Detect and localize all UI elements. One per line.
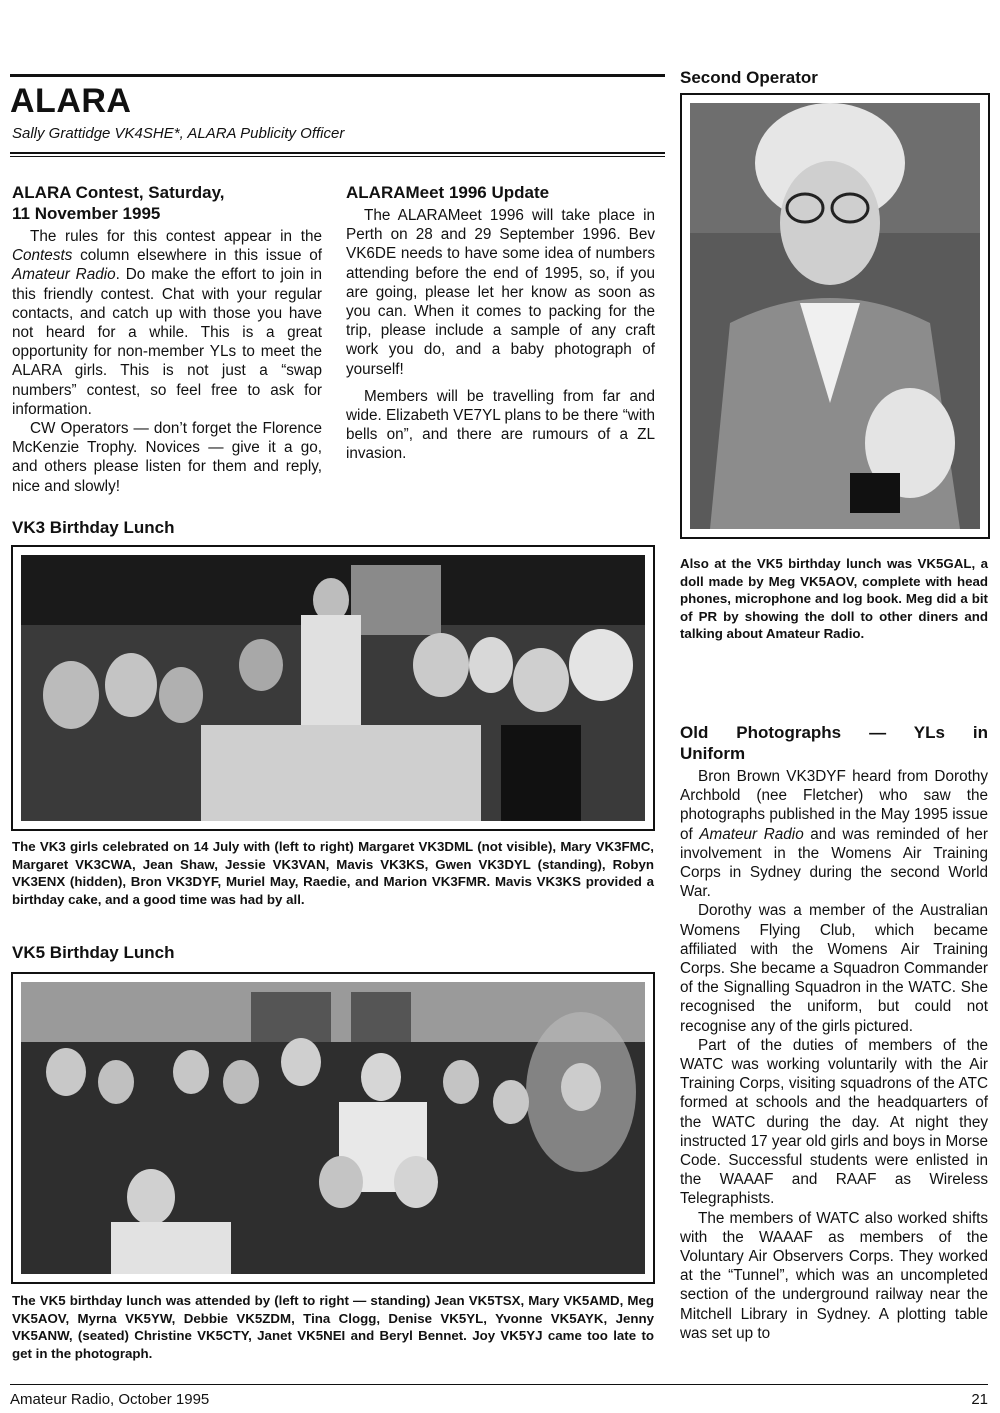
vk3-photo-frame [11,545,655,831]
old-photos-heading [680,722,988,743]
second-operator-photo-image [690,103,980,529]
vk3-photo [21,555,645,821]
vk5-photo-frame [11,972,655,1284]
meet-paragraph-1: The ALARAMeet 1996 will take place in Perth on 28 and 29 September 1996. Bev VK6DE needs to have some idea of numbers attending before the end of 1995, so, if you are going, please let her know as soon as you can. When it comes to packing for the trip, please include a sample of any craft work you do, and a baby photograph of yourself! [346,207,655,378]
header-rule-bottom [10,152,665,154]
old-photos-article [680,722,988,1343]
meet-paragraph-2: Members will be travelling from far and wide. Elizabeth VE7YL plans to be there “with bells on”, and there are rumours of a ZL invasion. [346,387,655,463]
second-operator-caption: Also at the VK5 birthday lunch was VK5GAL, a doll made by Meg VK5AOV, complete with head phones, microphone and log book. Meg did a bit of PR by showing the doll to other diners and talking about Amateur Radio. [680,556,988,641]
meet-article [346,182,655,464]
old-photos-p1-text-a: Bron Brown VK3DYF heard from Dorothy Archbold (nee Fletcher) who saw the photographs published in the May 1995 issue of [680,768,988,843]
vk3-photo-image [21,555,645,821]
vk5-heading: VK5 Birthday Lunch [12,943,175,962]
contest-heading [12,182,322,224]
old-photos-paragraph-4: The members of WATC also worked shifts with the WAAAF as members of the Voluntary Air Observers Corps. They worked at the “Tunnel”, which was an uncompleted section of the underground railway near the Mitchell Library in Sydney. A plotting table was set up to [680,1209,988,1342]
meet-heading: ALARAMeet 1996 Update [346,183,550,202]
second-operator-photo-frame [680,93,990,539]
vk3-heading: VK3 Birthday Lunch [12,518,175,537]
byline: Sally Grattidge VK4SHE*, ALARA Publicity Officer [12,125,345,142]
vk5-photo [21,982,645,1274]
old-photos-paragraph-1 [680,767,988,901]
contest-p1-text-b: column elsewhere in this issue of [72,247,322,265]
contest-paragraph-1 [12,227,322,419]
vk5-caption: The VK5 birthday lunch was attended by (left to right — standing) Jean VK5TSX, Mary VK5AMD, Meg VK5AOV, Myrna VK5YW, Debbie VK5ZDM, Tina Clogg, Denise VK5YL, Yvonne VK5AYK, Jenny VK5ANW, (seated) Christine VK5CTY, Janet VK5NEI and Beryl Bennet. Joy VK5YJ came too late to get in the photograph. [12,1293,654,1361]
contest-heading-line1: ALARA Contest, Saturday, [12,183,225,202]
footer-page-number: 21 [971,1391,988,1408]
header-rule-bottom-thin [10,156,665,157]
contest-heading-line2: 11 November 1995 [12,204,161,223]
old-photos-p1-amateur-radio: Amateur Radio [699,825,804,843]
contest-paragraph-2: CW Operators — don’t forget the Florence McKenzie Trophy. Novices — give it a go, and others please listen for them and reply, nice and slowly! [12,420,322,495]
old-photos-heading-line1: Old Photographs — YLs in [680,723,988,742]
section-title: ALARA [10,82,132,120]
footer-rule [10,1384,988,1385]
old-photos-heading-2: Uniform [680,744,746,763]
vk3-caption: The VK3 girls celebrated on 14 July with (left to right) Margaret VK3DML (not visible), Mary VK3FMC, Margaret VK3CWA, Jean Shaw, Jessie VK3VAN, Mavis VK3KS, Gwen VK3DYL (standing), Robyn VK3ENX (hidden), Bron VK3DYF, Muriel May, Raedie, and Marion VK3FMR. Mavis VK3KS provided a birthday cake, and a good time was had by all. [12,839,654,907]
second-operator-heading: Second Operator [680,68,818,87]
contest-article [12,182,322,496]
old-photos-paragraph-2: Dorothy was a member of the Australian Womens Flying Club, which became affiliated with the Womens Air Training Corps. She became a Squadron Commander of the Signalling Squadron in the WATC. She recognised the uniform, but could not recognise any of the girls pictured. [680,902,988,1035]
old-photos-paragraph-3: Part of the duties of members of the WATC was working voluntarily with the Air Training Corps, visiting squadrons of the ATC formed at schools and the headquarters of the WATC during the day. At night they instructed 17 year old girls and boys in Morse Code. Successful students were enlisted in the WAAAF and RAAF as Wireless Telegraphists. [680,1036,988,1208]
contest-p1-text-c: . Do make the effort to join in this friendly contest. Chat with your regular contacts, and catch up with those you have not heard for a while. This is a great opportunity for non-member YLs to meet the ALARA girls. This is not just a “swap numbers” contest, so feel free to ask for information. [12,266,322,418]
vk5-photo-image [21,982,645,1274]
footer-publication: Amateur Radio, October 1995 [10,1391,210,1408]
second-operator-photo [690,103,980,529]
header-rule-top [10,74,665,77]
contest-p1-amateur-radio: Amateur Radio [12,266,116,284]
old-photos-p1-text-b: and was reminded of her involvement in the Womens Air Training Corps in Sydney during the second World War. [680,825,988,901]
contest-p1-contests: Contests [12,247,73,265]
contest-p1-text-a: The rules for this contest appear in the [30,228,322,245]
